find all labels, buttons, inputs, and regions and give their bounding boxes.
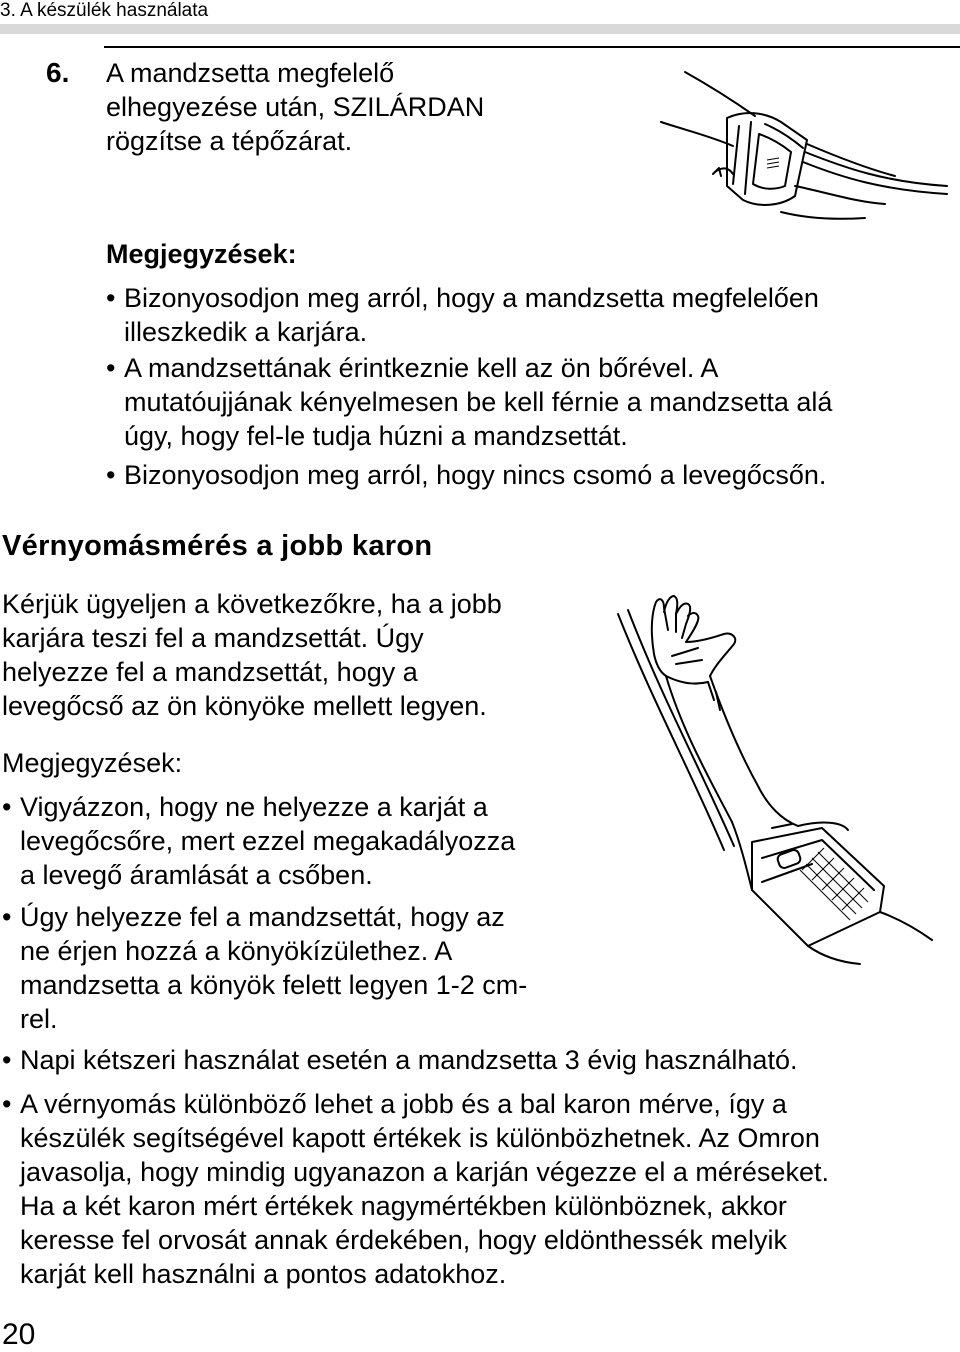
intro-line: helyezze fel a mandzsettát, hogy a bbox=[2, 657, 418, 687]
bullet-line: Bizonyosodjon meg arról, hogy a mandzsetta megfelelően bbox=[124, 283, 819, 313]
bullet-line: ne érjen hozzá a könyökízülethez. A bbox=[20, 936, 453, 966]
right-arm-cuff-illustration bbox=[612, 590, 942, 970]
list-item bbox=[2, 790, 602, 890]
step-number: 6. bbox=[46, 57, 70, 88]
chapter-header: 3. A készülék használata bbox=[0, 0, 209, 21]
bullet-line: javasolja, hogy mindig ugyanazon a karján végezze el a méréseket. bbox=[20, 1157, 829, 1187]
section-intro bbox=[2, 587, 502, 723]
bullet-dot: • bbox=[106, 283, 116, 313]
bullet-line: A mandzsettának érintkeznie kell az ön bőrével. A bbox=[124, 353, 719, 383]
step-instruction bbox=[106, 56, 576, 158]
bullet-dot: • bbox=[106, 460, 116, 490]
bullet-dot: • bbox=[2, 902, 12, 932]
bullet-line: mutatóujjának kényelmesen be kell férnie a mandzsetta alá bbox=[124, 387, 833, 417]
list-item bbox=[2, 1043, 952, 1077]
bullet-dot: • bbox=[2, 1045, 12, 1075]
section-title: Vérnyomásmérés a jobb karon bbox=[2, 530, 433, 562]
step-line: A mandzsetta megfelelő bbox=[106, 58, 395, 88]
bullet-line: keresse fel orvosát annak érdekében, hogy eldönthessék melyik bbox=[20, 1225, 787, 1255]
bullet-line: illeszkedik a karjára. bbox=[124, 317, 368, 347]
bullet-line: karját kell használni a pontos adatokhoz. bbox=[20, 1259, 507, 1289]
page-number: 20 bbox=[2, 1318, 36, 1351]
list-item bbox=[2, 1087, 952, 1289]
cuff-fastened-illustration bbox=[655, 66, 955, 226]
intro-line: karjára teszi fel a mandzsettát. Úgy bbox=[2, 623, 424, 653]
bullet-line: Ha a két karon mért értékek nagymértékben különböznek, akkor bbox=[20, 1191, 787, 1221]
list-item bbox=[2, 900, 602, 1034]
step-line: elhegyezése után, SZILÁRDAN bbox=[106, 92, 485, 122]
header-bar bbox=[0, 24, 960, 34]
bullet-line: levegőcsőre, mert ezzel megakadályozza bbox=[20, 826, 516, 856]
notes-heading: Megjegyzések: bbox=[2, 748, 183, 778]
intro-line: levegőcső az ön könyöke mellett legyen. bbox=[2, 691, 487, 721]
bullet-line: úgy, hogy fel-le tudja húzni a mandzsettát. bbox=[124, 421, 628, 451]
header-rule bbox=[104, 46, 960, 48]
list-item bbox=[106, 351, 946, 451]
step-line: rögzítse a tépőzárat. bbox=[106, 126, 353, 156]
bullet-dot: • bbox=[106, 353, 116, 383]
list-item bbox=[106, 281, 946, 347]
list-item bbox=[106, 458, 946, 492]
bullet-line: rel. bbox=[20, 1004, 58, 1034]
bullet-line: a levegő áramlását a csőben. bbox=[20, 860, 373, 890]
bullet-dot: • bbox=[2, 1089, 12, 1119]
intro-line: Kérjük ügyeljen a következőkre, ha a jobb bbox=[2, 589, 502, 619]
bullet-line: készülék segítségével kapott értékek is különbözhetnek. Az Omron bbox=[20, 1123, 820, 1153]
bullet-dot: • bbox=[2, 792, 12, 822]
bullet-line: mandzsetta a könyök felett legyen 1-2 cm- bbox=[20, 970, 528, 1000]
bullet-line: Napi kétszeri használat esetén a mandzsetta 3 évig használható. bbox=[20, 1045, 798, 1075]
bullet-line: A vérnyomás különböző lehet a jobb és a bal karon mérve, így a bbox=[20, 1089, 787, 1119]
bullet-line: Úgy helyezze fel a mandzsettát, hogy az bbox=[20, 902, 505, 932]
bullet-line: Vigyázzon, hogy ne helyezze a karját a bbox=[20, 792, 488, 822]
notes-heading: Megjegyzések: bbox=[106, 239, 297, 269]
bullet-line: Bizonyosodjon meg arról, hogy nincs csomó a levegőcsőn. bbox=[124, 460, 827, 490]
